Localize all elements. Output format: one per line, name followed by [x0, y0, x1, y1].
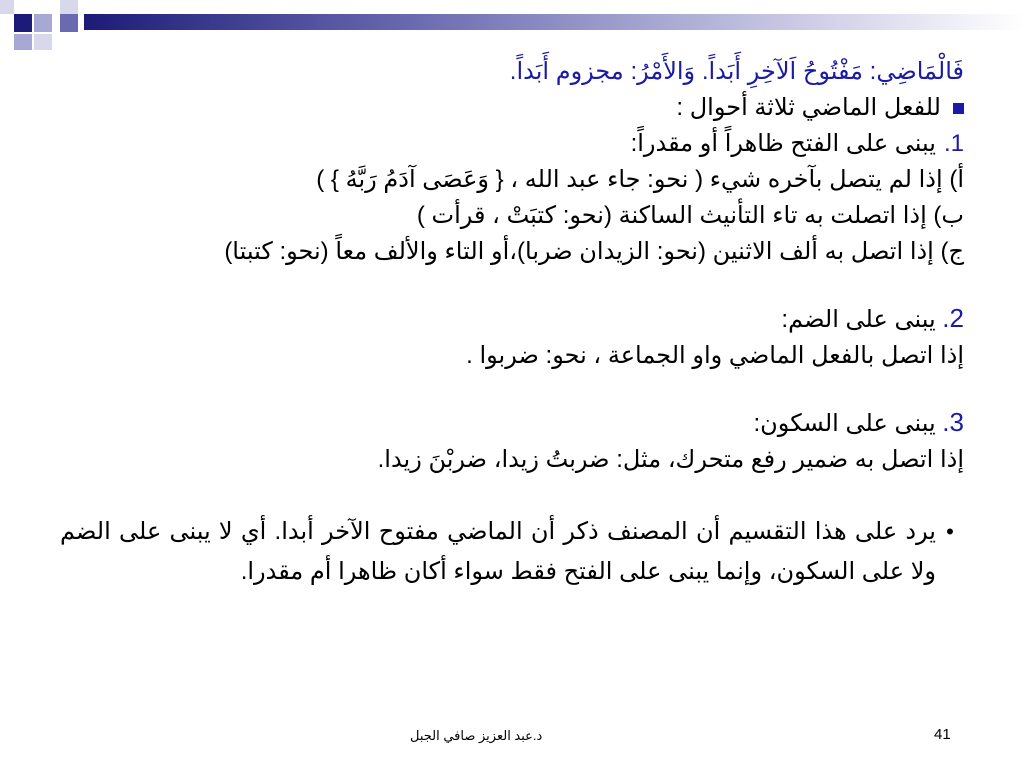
round-bullet-icon: • — [946, 519, 954, 544]
note-text: يرد على هذا التقسيم أن المصنف ذكر أن الماضي مفتوح الآخر أبدا. أي لا يبنى على الضم ولا على السكون، وإنما يبنى على الفتح فقط سواء أكان ظاهرا أم مقدرا. — [60, 518, 936, 585]
case-1-heading — [60, 126, 964, 162]
spacer — [60, 374, 964, 404]
title-line: فَالْمَاضِي: مَفْتُوحُ اَلآخِرِ أَبَداً. وَالأَمْرُ: مجزوم أَبَداً. — [509, 58, 964, 85]
header-square — [14, 14, 32, 32]
case-2-number: 2. — [942, 303, 964, 333]
square-bullet-icon — [953, 103, 964, 114]
spacer — [60, 478, 964, 512]
header-square — [34, 34, 52, 50]
case-3-heading — [60, 404, 964, 442]
header-square — [60, 14, 78, 32]
bullet-heading — [60, 90, 964, 126]
case-1-text: يبنى على الفتح ظاهراً أو مقدراً: — [630, 130, 936, 157]
header-square — [0, 0, 14, 14]
footer-author: د.عبد العزيز صافي الجبل — [410, 728, 543, 743]
case-1-number: 1. — [943, 130, 964, 157]
case-3-detail: إذا اتصل به ضمير رفع متحرك، مثل: ضربتُ زيدا، ضربْنَ زيدا. — [377, 446, 964, 473]
bullet-heading-text: للفعل الماضي ثلاثة أحوال : — [676, 94, 941, 121]
case-1a: أ) إذا لم يتصل بآخره شيء ( نحو: جاء عبد الله ، { وَعَصَى آدَمُ رَبَّهُ } ) — [316, 166, 964, 193]
case-3-number: 3. — [942, 407, 964, 437]
case-3-text: يبنى على السكون: — [753, 410, 943, 437]
header-square — [34, 14, 52, 32]
case-1b: ب) إذا اتصلت به تاء التأنيث الساكنة (نحو: كتبَتْ ، قرأت ) — [416, 202, 964, 229]
case-2-detail: إذا اتصل بالفعل الماضي واو الجماعة ، نحو: ضربوا . — [466, 342, 964, 369]
note-paragraph — [60, 512, 964, 592]
header-square — [60, 0, 78, 14]
slide-content — [60, 54, 964, 592]
header-square — [14, 34, 32, 50]
spacer — [60, 270, 964, 300]
page-number: 41 — [934, 726, 951, 743]
case-2-heading — [60, 300, 964, 338]
case-1c: ج) إذا اتصل به ألف الاثنين (نحو: الزيدان ضربا)،أو التاء والألف معاً (نحو: كتبتا) — [224, 238, 964, 265]
header-bar — [84, 14, 1024, 30]
case-2-text: يبنى على الضم: — [781, 306, 943, 333]
